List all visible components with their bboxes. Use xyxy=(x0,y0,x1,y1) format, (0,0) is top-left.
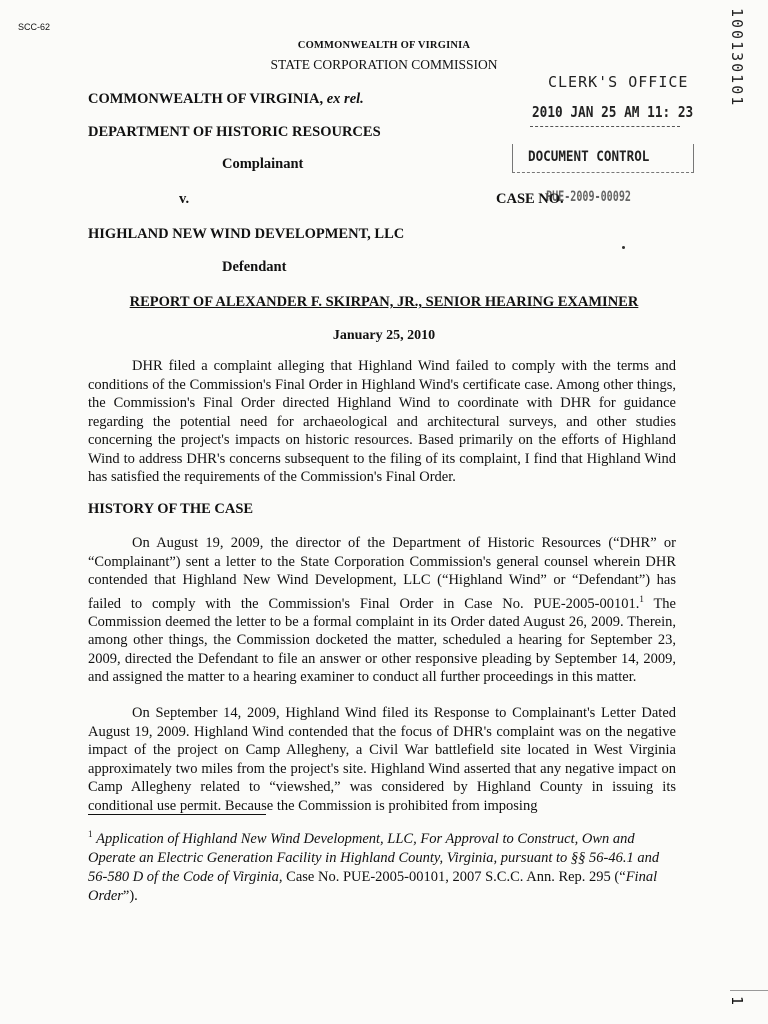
footnote-final-order: Final Order xyxy=(88,868,658,904)
clerk-stamp-date: 2010 JAN 25 AM 11: 23 xyxy=(532,103,694,121)
case-number-label: CASE NO. xyxy=(496,191,564,207)
plaintiff-name: COMMONWEALTH OF VIRGINIA, xyxy=(88,91,324,107)
history-p1-text: On August 19, 2009, the director of the Department of Historic Resources (“DHR” or “Complainant”) sent a letter to the State Corporation Commission's general counsel wherein DHR contended that Highland New Wind Development, LLC (“Highland Wind” or “Defendant”) has failed to comply with the Commission's Final Order in Case No. PUE-2005-00101. xyxy=(88,535,676,612)
section-heading: HISTORY OF THE CASE xyxy=(88,501,254,517)
agency-name: DEPARTMENT OF HISTORIC RESOURCES xyxy=(88,124,381,140)
history-p1-cont: The Commission deemed the letter to be a formal complaint in its Order dated August 26, 2009. Therein, among other things, the Commission docketed the matter, scheduled a hearing for September 23, 2009, directed the Defendant to file an answer or other responsive pleading by September 14, 2009, and assigned the matter to a hearing examiner to conduct all further proceedings in this matter. xyxy=(88,595,676,686)
versus: v. xyxy=(179,191,190,207)
document-control-stamp: DOCUMENT CONTROL xyxy=(528,149,650,165)
page-number: 1 xyxy=(728,996,746,1006)
defendant-label: Defendant xyxy=(222,259,287,275)
speck xyxy=(622,246,625,249)
defendant-name: HIGHLAND NEW WIND DEVELOPMENT, LLC xyxy=(88,226,405,242)
footnote-rule xyxy=(88,814,266,815)
intro-text: DHR filed a complaint alleging that Highland Wind failed to comply with the terms and conditions of the Commission's Final Order in Highland Wind's certificate case. Among other things, the Commission's Final Order directed Highland Wind to coordinate with DHR for guidance regarding the potential need for archaeological and architectural surveys, and other studies concerning the project's impacts on historic resources. Based primarily on the efforts of Highland Wind to address DHR's concerns subsequent to the filing of its complaint, I find that Highland Wind has satisfied the requirements of the Commission's Final Order. xyxy=(88,358,676,485)
history-paragraph-1 xyxy=(88,534,676,687)
report-date: January 25, 2010 xyxy=(332,328,436,343)
footnote-ref: 1 xyxy=(639,593,644,604)
footnote-close: ”). xyxy=(122,887,138,904)
clerk-stamp-office: CLERK'S OFFICE xyxy=(548,73,689,91)
footnote-citation: Case No. PUE-2005-00101, 2007 S.C.C. Ann. Rep. 295 (“ xyxy=(282,868,626,885)
header-commission: STATE CORPORATION COMMISSION xyxy=(270,57,498,72)
side-control-number: 100130101 xyxy=(728,8,746,108)
plaintiff-line xyxy=(88,91,364,108)
intro-paragraph xyxy=(88,357,676,487)
form-code: SCC-62 xyxy=(18,22,51,32)
footnote xyxy=(88,825,676,906)
footnote-case-title: Application of Highland New Wind Development, LLC, For Approval to Construct, Own and Operate an Electric Generation Facility in Highland County, Virginia, pursuant to §§ 56-46.1 and 56-580 D of the Code of Virginia, xyxy=(88,830,660,885)
edge-mark xyxy=(730,990,768,991)
report-title: REPORT OF ALEXANDER F. SKIRPAN, JR., SENIOR HEARING EXAMINER xyxy=(129,294,639,310)
footnote-number: 1 xyxy=(88,829,93,839)
stamp-divider xyxy=(530,126,680,127)
ex-rel: ex rel. xyxy=(326,91,364,107)
history-paragraph-2 xyxy=(88,704,676,815)
history-p1 xyxy=(88,534,676,687)
history-p2: On September 14, 2009, Highland Wind filed its Response to Complainant's Letter Dated August 19, 2009. Highland Wind contended that the focus of DHR's complaint was on the negative impact of the project on Camp Allegheny, a Civil War battlefield site located in West Virginia approximately two miles from the project's site. Highland Wind asserted that any negative impact on Camp Allegheny related to “viewshed,” was considered by Highland County in issuing its conditional use permit. Because the Commission is prohibited from imposing xyxy=(88,705,676,814)
complainant-label: Complainant xyxy=(222,156,304,172)
case-number: PUE-2009-00092 xyxy=(546,189,631,205)
header-commonwealth: COMMONWEALTH OF VIRGINIA xyxy=(297,40,471,51)
